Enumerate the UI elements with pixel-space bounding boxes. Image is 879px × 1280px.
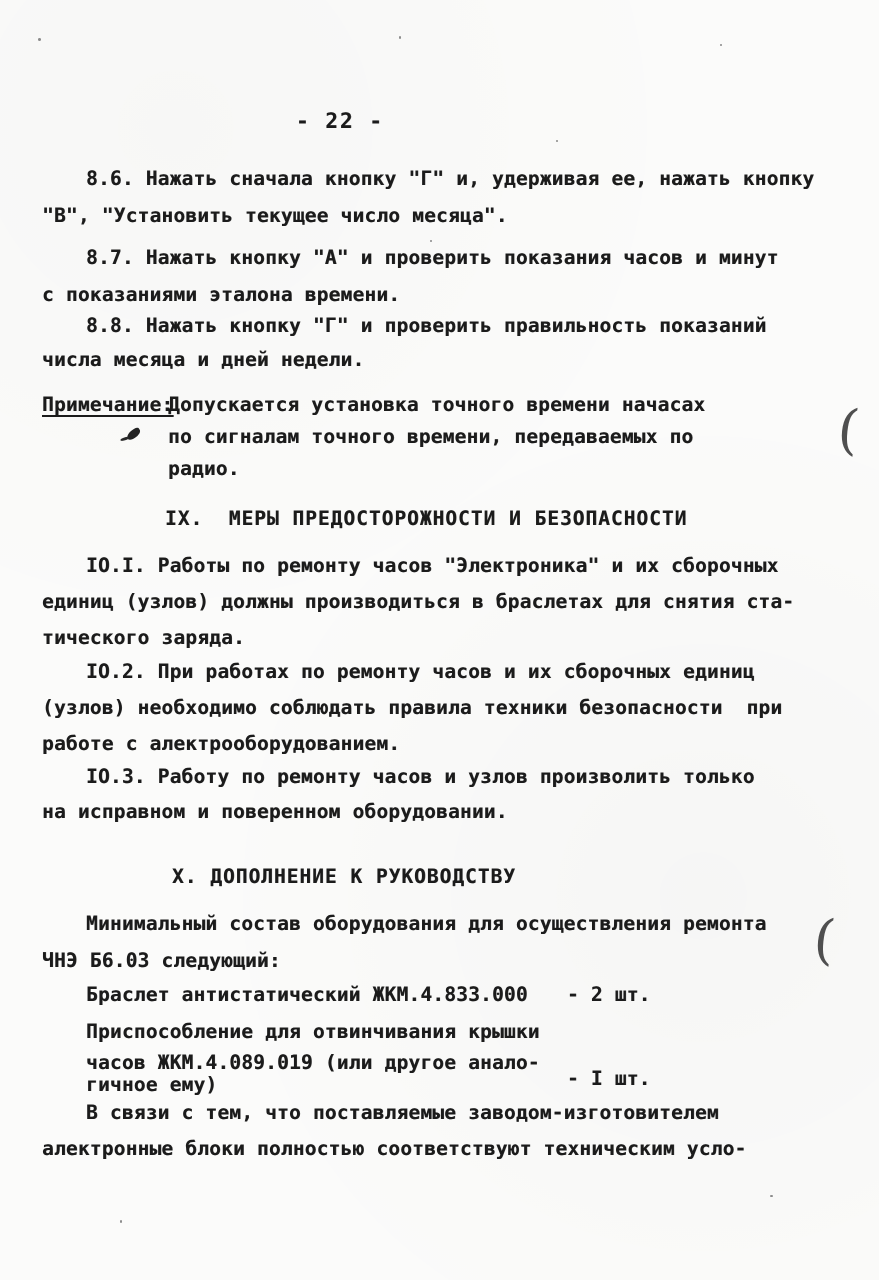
para-8-7-line-2: с показаниями эталона времени. [42, 283, 401, 306]
scan-speck [399, 36, 401, 39]
scan-speck [720, 44, 722, 46]
equipment-item-1-qty: - 2 шт. [567, 983, 651, 1006]
note-label: Примечание: [42, 393, 174, 416]
para-8-6-line-1: 8.6. Нажать сначала кнопку "Г" и, удерживая ее, нажать кнопку [86, 167, 815, 190]
scan-speck [430, 240, 432, 242]
scan-speck [556, 140, 558, 142]
para-10-3-line-1: IO.3. Работу по ремонту часов и узлов произволить только [86, 765, 755, 788]
equipment-item-2-line-2: часов ЖКМ.4.089.019 (или другое анало- [86, 1051, 540, 1074]
scan-speck [770, 1195, 773, 1197]
para-final-line-1: В связи с тем, что поставляемые заводом-изготовителем [86, 1101, 719, 1124]
scan-speck [38, 38, 41, 41]
para-min-line-1: Минимальный состав оборудования для осуществления ремонта [86, 912, 767, 935]
para-8-7-line-1: 8.7. Нажать кнопку "А" и проверить показания часов и минут [86, 246, 779, 269]
handwritten-paren-mark-2: ( [810, 907, 839, 972]
page-number: - 22 - [296, 109, 384, 133]
para-10-1-line-1: IO.I. Работы по ремонту часов "Электроника" и их сборочных [86, 554, 779, 577]
scan-speck [120, 1220, 122, 1223]
para-10-1-line-2: единиц (узлов) должны производиться в браслетах для снятия ста- [42, 590, 795, 613]
para-final-line-2: алектронные блоки полностью соответствуют техническим усло- [42, 1137, 747, 1160]
para-8-8-line-1: 8.8. Нажать кнопку "Г" и проверить правильность показаний [86, 314, 767, 337]
ink-blot-mark [125, 427, 142, 442]
para-8-8-line-2: числа месяца и дней недели. [42, 348, 365, 371]
note-line-2: по сигналам точного времени, передаваемых по [168, 425, 694, 448]
para-10-3-line-2: на исправном и поверенном оборудовании. [42, 800, 508, 823]
para-10-1-line-3: тического заряда. [42, 626, 245, 649]
handwritten-paren-mark-1: ( [834, 397, 863, 462]
para-10-2-line-3: работе с алектрооборудованием. [42, 732, 401, 755]
para-10-2-line-2: (узлов) необходимо соблюдать правила техники безопасности при [42, 696, 783, 719]
note-line-1: Допускается установка точного времени начасах [168, 393, 706, 416]
equipment-item-2-line-3: гичное ему) [86, 1073, 218, 1096]
para-min-line-2: ЧНЭ Б6.03 следующий: [42, 949, 281, 972]
section-ix-heading: IX. МЕРЫ ПРЕДОСТОРОЖНОСТИ И БЕЗОПАСНОСТИ [165, 507, 688, 530]
para-10-2-line-1: IO.2. При работах по ремонту часов и их сборочных единиц [86, 660, 755, 683]
section-x-heading: X. ДОПОЛНЕНИЕ К РУКОВОДСТВУ [172, 865, 516, 888]
para-8-6-line-2: "В", "Установить текущее число месяца". [42, 204, 508, 227]
equipment-item-1-line-1: Браслет антистатический ЖКМ.4.833.000 [86, 983, 528, 1006]
note-line-3: радио. [168, 457, 240, 480]
equipment-item-2-qty: - I шт. [567, 1067, 651, 1090]
equipment-item-2-line-1: Приспособление для отвинчивания крышки [86, 1020, 540, 1043]
